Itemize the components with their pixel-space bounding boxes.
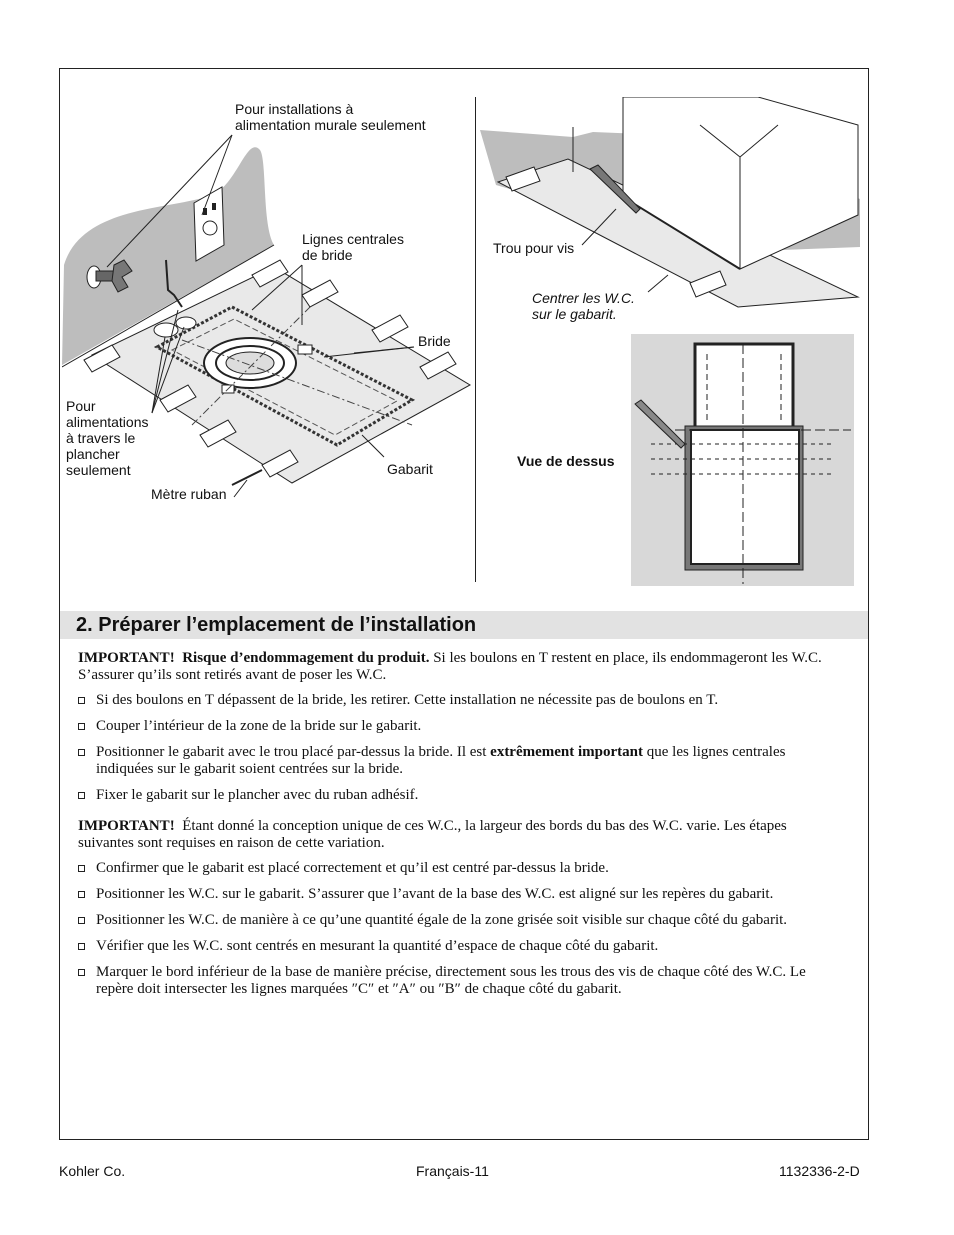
list-item (78, 860, 838, 877)
checkbox-icon (78, 865, 85, 872)
instructions-body (78, 650, 838, 1007)
list-item-emphasis: extrêmement important (490, 744, 644, 760)
label-tape-measure: Mètre ruban (151, 486, 227, 502)
checkbox-icon (78, 749, 85, 756)
label-floor-supply: Pour alimentations à travers le plancher seulement (66, 398, 149, 478)
list-item-text: Marquer le bord inférieur de la base de manière précise, directement sous les trous des vis de chaque côté des W.C. Le repère doit intersecter les lignes marquées ″C″ et ″A″ ou ″B″ de chaque côté du gabarit. (96, 964, 806, 997)
list-item-text: Si des boulons en T dépassent de la bride, les retirer. Cette installation ne nécessite pas de boulons en T. (96, 692, 719, 708)
label-center-wc: Centrer les W.C. sur le gabarit. (532, 290, 635, 322)
label-flange: Bride (418, 333, 451, 349)
important-warning: Risque d’endommagement du produit. (182, 650, 430, 666)
footer-company: Kohler Co. (59, 1163, 126, 1179)
important-text: Étant donné la conception unique de ces W.C., la largeur des bords du bas des W.C. varie. Les étapes suivantes sont requises en raison de cette variation. (78, 818, 787, 851)
list-item-text: Vérifier que les W.C. sont centrés en mesurant la quantité d’espace de chaque côté du gabarit. (96, 938, 659, 954)
section-header (60, 611, 868, 639)
figure-divider (475, 97, 476, 582)
list-item (78, 886, 838, 903)
list-item (78, 718, 838, 735)
list-item (78, 744, 838, 778)
checkbox-icon (78, 891, 85, 898)
list-item-text: Couper l’intérieur de la zone de la bride sur le gabarit. (96, 718, 422, 734)
list-item-text: Positionner les W.C. sur le gabarit. S’assurer que l’avant de la base des W.C. est aligné sur les repères du gabarit. (96, 886, 774, 902)
list-item (78, 912, 838, 929)
important-note-1 (78, 650, 838, 684)
list-item (78, 787, 838, 804)
list-item (78, 964, 838, 998)
checkbox-icon (78, 917, 85, 924)
checkbox-icon (78, 723, 85, 730)
label-top-view: Vue de dessus (517, 453, 615, 469)
list-item (78, 692, 838, 709)
checkbox-icon (78, 943, 85, 950)
flange-icon (204, 338, 296, 388)
footer-page-number: Français-11 (416, 1163, 489, 1179)
important-label: IMPORTANT! (78, 818, 175, 834)
important-note-2 (78, 818, 838, 852)
section-title: 2. Préparer l’emplacement de l’installation (76, 614, 477, 636)
important-text: Si les boulons en T restent en place, ils endommageront les W.C. S’assurer qu’ils sont retirés avant de poser les W.C. (78, 650, 822, 683)
footer-document-number: 1132336-2-D (779, 1163, 860, 1179)
important-label: IMPORTANT! (78, 650, 175, 666)
label-screw-hole: Trou pour vis (493, 240, 575, 256)
list-item-text: Confirmer que le gabarit est placé correctement et qu’il est centré par-dessus la bride. (96, 860, 609, 876)
label-flange-centerlines: Lignes centrales de bride (302, 231, 404, 263)
list-item-text: que les lignes centrales indiquées sur le gabarit soient centrées sur la bride. (96, 744, 786, 777)
top-view-diagram (631, 334, 854, 586)
list-item-text: Positionner le gabarit avec le trou placé par-dessus la bride. Il est (96, 744, 487, 760)
list-item-text: Fixer le gabarit sur le plancher avec du ruban adhésif. (96, 787, 419, 803)
toilet-on-template-illustration (478, 97, 863, 312)
list-item (78, 938, 838, 955)
label-wall-supply: Pour installations à alimentation murale seulement (235, 101, 426, 133)
checkbox-icon (78, 969, 85, 976)
checkbox-icon (78, 697, 85, 704)
label-template: Gabarit (387, 461, 433, 477)
list-item-text: Positionner les W.C. de manière à ce qu’une quantité égale de la zone grisée soit visible sur chaque côté du gabarit. (96, 912, 788, 928)
checkbox-icon (78, 792, 85, 799)
